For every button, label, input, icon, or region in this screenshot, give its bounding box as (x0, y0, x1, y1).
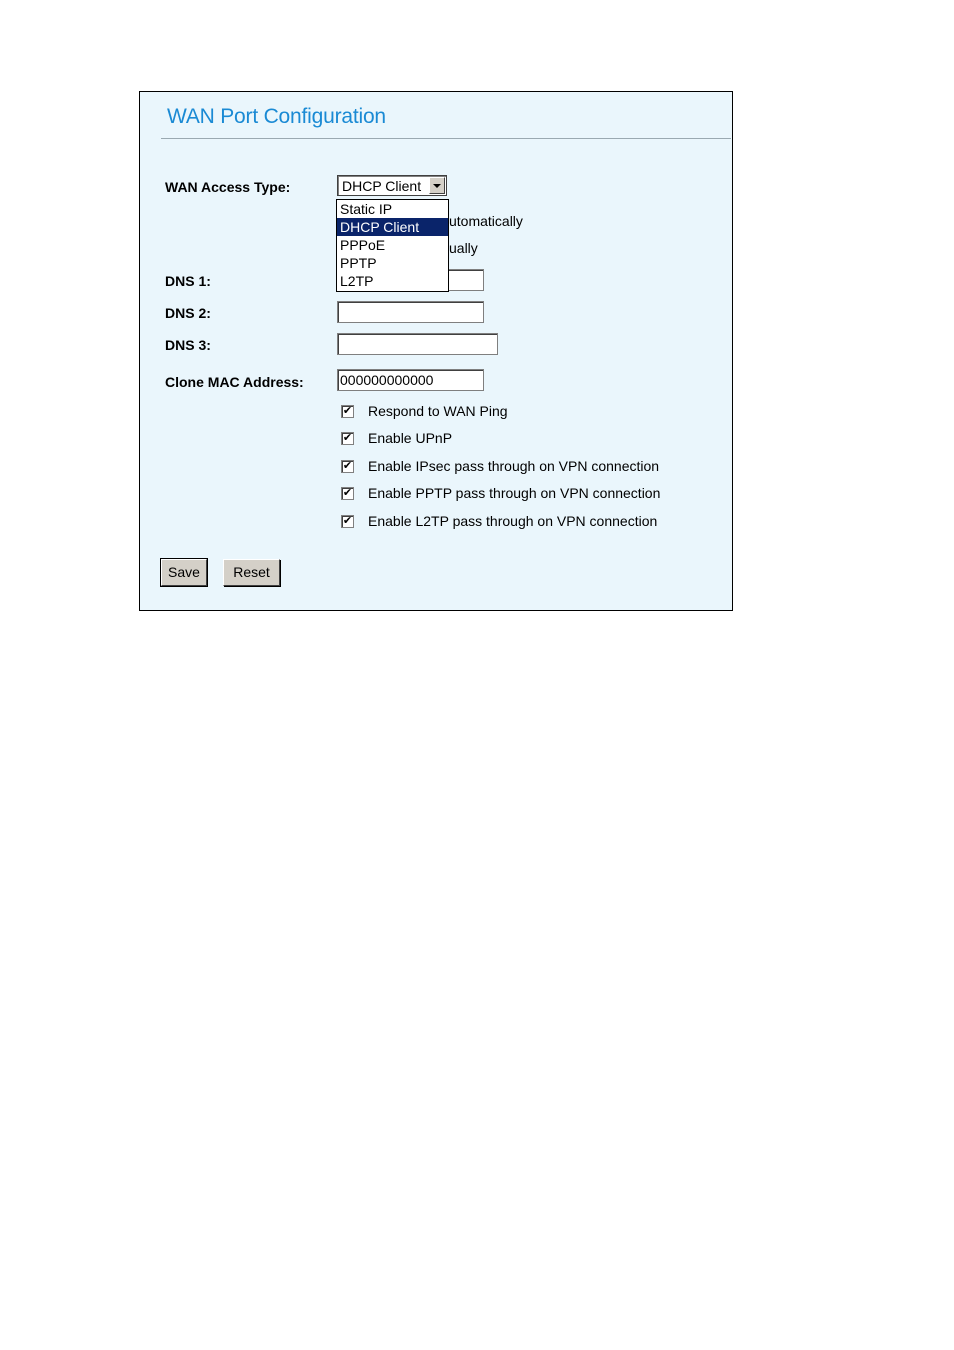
option-l2tp[interactable]: L2TP (340, 273, 374, 289)
ipsec-checkbox[interactable]: ✔ (342, 460, 353, 472)
option-dhcp-client[interactable]: DHCP Client (337, 218, 448, 236)
wan-ping-label: Respond to WAN Ping (368, 403, 508, 419)
dns1-label: DNS 1: (165, 273, 211, 289)
pptp-checkbox[interactable]: ✔ (342, 487, 353, 499)
dns2-label: DNS 2: (165, 305, 211, 321)
reset-button[interactable]: Reset (223, 559, 280, 586)
option-static-ip[interactable]: Static IP (340, 201, 393, 217)
save-button[interactable]: Save (161, 559, 207, 586)
ipsec-label: Enable IPsec pass through on VPN connection (368, 458, 660, 474)
option-pptp[interactable]: PPTP (340, 255, 377, 271)
page-title: WAN Port Configuration (167, 105, 386, 128)
upnp-checkbox[interactable]: ✔ (342, 432, 353, 444)
l2tp-checkbox[interactable]: ✔ (342, 515, 353, 527)
wan-access-type-label: WAN Access Type: (165, 179, 291, 195)
dns-manual-option-label: ually (449, 240, 478, 256)
dns3-input[interactable] (337, 333, 498, 355)
option-pppoe[interactable]: PPPoE (340, 237, 386, 253)
clone-mac-input[interactable]: 000000000000 (337, 369, 484, 391)
wan-config-panel (139, 91, 733, 611)
dns-auto-option-label: utomatically (449, 213, 523, 229)
pptp-label: Enable PPTP pass through on VPN connection (368, 485, 661, 501)
title-divider (161, 138, 731, 139)
chevron-down-icon[interactable] (429, 177, 445, 194)
wan-access-type-dropdown[interactable] (336, 199, 449, 292)
wan-access-type-select[interactable] (337, 175, 447, 196)
upnp-label: Enable UPnP (368, 430, 453, 446)
dns3-label: DNS 3: (165, 337, 211, 353)
dns2-input[interactable] (337, 301, 484, 323)
clone-mac-label: Clone MAC Address: (165, 374, 304, 390)
wan-ping-checkbox[interactable]: ✔ (342, 405, 353, 417)
wan-access-type-value: DHCP Client (342, 178, 422, 194)
l2tp-label: Enable L2TP pass through on VPN connection (368, 513, 658, 529)
